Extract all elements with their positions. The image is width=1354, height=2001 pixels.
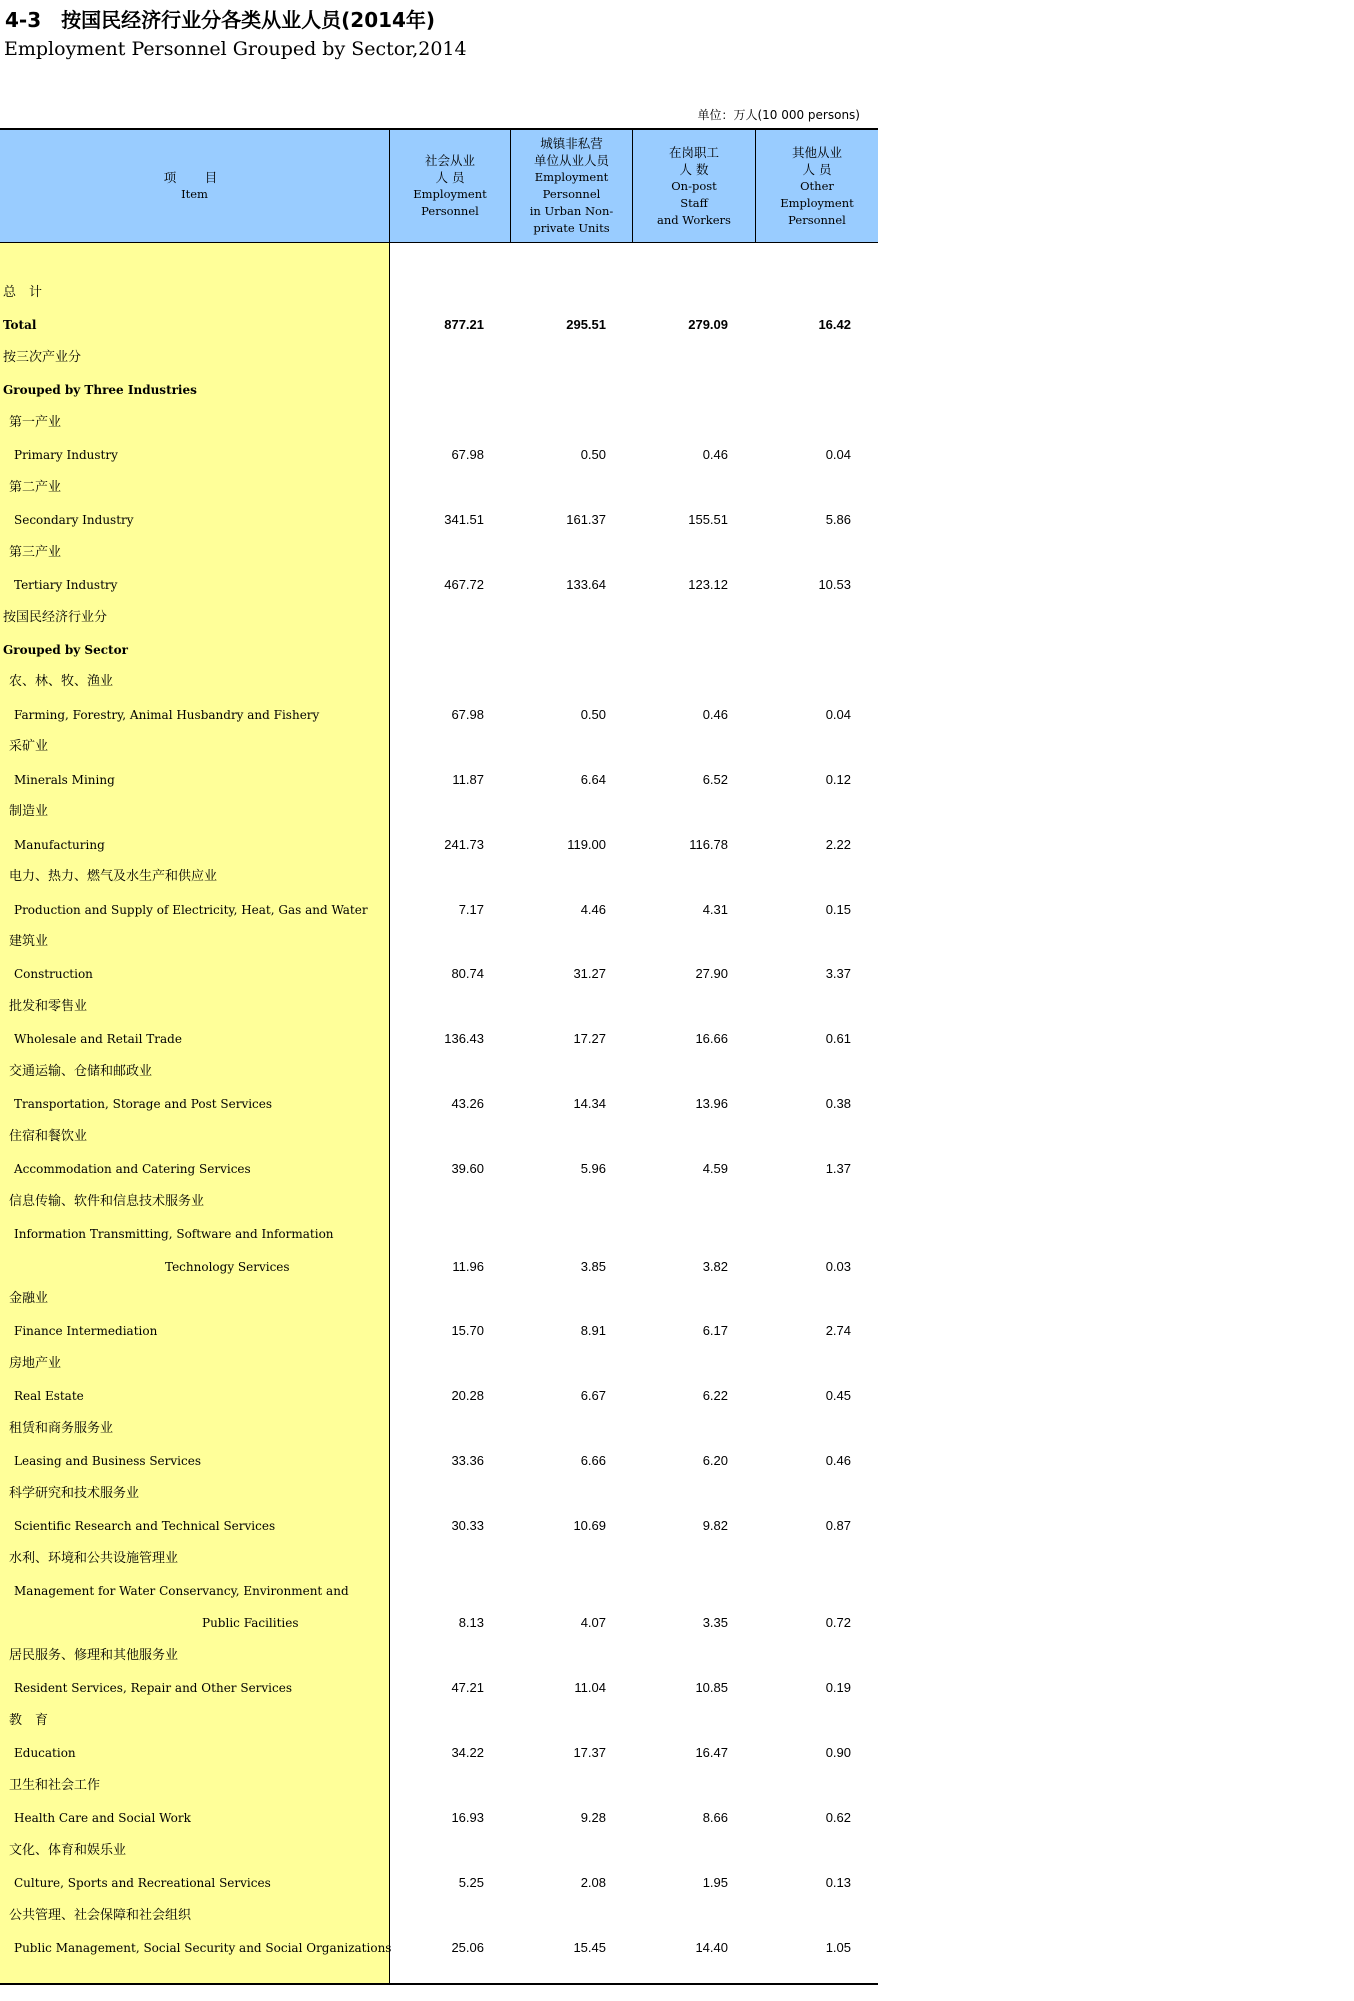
row-value: 0.50 xyxy=(580,447,606,463)
row-value: 3.85 xyxy=(580,1258,606,1274)
table-row xyxy=(0,1283,878,1315)
table-row xyxy=(0,1413,878,1445)
row-value: 0.72 xyxy=(825,1615,851,1631)
row-value: 31.27 xyxy=(573,966,606,982)
row-value: 155.51 xyxy=(688,512,728,528)
row-value: 0.90 xyxy=(825,1745,851,1761)
row-label: Technology Services xyxy=(165,1259,290,1274)
row-value: 0.19 xyxy=(825,1680,851,1696)
row-value: 8.91 xyxy=(580,1323,606,1339)
row-label: Education xyxy=(14,1746,76,1761)
row-value: 8.13 xyxy=(458,1615,484,1631)
table-row xyxy=(0,504,878,536)
row-label: 第三产业 xyxy=(9,544,62,560)
table-row xyxy=(0,861,878,893)
row-value: 10.69 xyxy=(573,1518,606,1534)
row-value: 39.60 xyxy=(451,1161,484,1177)
row-value: 0.45 xyxy=(825,1388,851,1404)
row-value: 16.66 xyxy=(695,1031,728,1047)
row-value: 25.06 xyxy=(451,1939,484,1955)
row-value: 15.45 xyxy=(573,1939,606,1955)
row-label: 住宿和餐饮业 xyxy=(9,1128,88,1144)
row-label: Health Care and Social Work xyxy=(14,1811,191,1826)
row-label: Grouped by Sector xyxy=(3,642,128,657)
header-line: Other xyxy=(800,178,834,193)
row-value: 0.62 xyxy=(825,1810,851,1826)
header-line: 社会从业 xyxy=(424,153,475,168)
row-label: 按三次产业分 xyxy=(3,349,82,365)
table-row xyxy=(0,731,878,763)
header-item xyxy=(0,130,389,242)
table-row xyxy=(0,1153,878,1185)
row-label: 教 育 xyxy=(9,1712,49,1728)
table-title-en: Employment Personnel Grouped by Sector,2014 xyxy=(4,38,467,60)
row-label: 租赁和商务服务业 xyxy=(9,1420,114,1436)
row-value: 0.46 xyxy=(825,1453,851,1469)
row-value: 4.07 xyxy=(580,1615,606,1631)
row-label: Wholesale and Retail Trade xyxy=(14,1032,182,1047)
row-label: Grouped by Three Industries xyxy=(3,383,197,398)
table-row xyxy=(0,1380,878,1412)
table-row xyxy=(0,1478,878,1510)
row-value: 133.64 xyxy=(566,577,606,593)
table-row xyxy=(0,1607,878,1639)
row-value: 0.38 xyxy=(825,1096,851,1112)
table-row xyxy=(0,1575,878,1607)
header-item-cn: 项 目 xyxy=(163,170,226,185)
bottom-rule xyxy=(0,1983,878,1985)
table-row xyxy=(0,407,878,439)
row-value: 80.74 xyxy=(451,966,484,982)
table-row xyxy=(0,699,878,731)
row-value: 34.22 xyxy=(451,1745,484,1761)
table-row xyxy=(0,342,878,374)
table-row xyxy=(0,1315,878,1347)
row-label: Farming, Forestry, Animal Husbandry and Fishery xyxy=(14,707,320,722)
row-label: 批发和零售业 xyxy=(9,998,88,1014)
row-label: 第二产业 xyxy=(9,479,62,495)
table-row xyxy=(0,1218,878,1250)
row-value: 0.50 xyxy=(580,706,606,722)
table-row xyxy=(0,1672,878,1704)
header-line: 人 员 xyxy=(435,170,465,185)
row-value: 4.46 xyxy=(580,901,606,917)
header-line: 其他从业 xyxy=(791,144,842,160)
table-row xyxy=(0,666,878,698)
row-value: 8.66 xyxy=(702,1810,728,1826)
table-row xyxy=(0,764,878,796)
row-value: 241.73 xyxy=(444,836,484,852)
table-row xyxy=(0,894,878,926)
row-value: 43.26 xyxy=(451,1096,484,1112)
row-value: 0.46 xyxy=(702,706,728,722)
header-line: Personnel xyxy=(542,187,601,201)
row-label: 信息传输、软件和信息技术服务业 xyxy=(9,1193,205,1209)
row-value: 0.04 xyxy=(825,447,851,463)
header-urban-non-private xyxy=(511,130,632,242)
table-row xyxy=(0,1121,878,1153)
row-label: 水利、环境和公共设施管理业 xyxy=(9,1550,179,1566)
row-value: 3.37 xyxy=(825,966,851,982)
row-label: Resident Services, Repair and Other Services xyxy=(14,1681,293,1696)
table-row xyxy=(0,472,878,504)
row-value: 1.05 xyxy=(825,1939,851,1955)
row-value: 33.36 xyxy=(451,1453,484,1469)
row-label: Production and Supply of Electricity, Heat, Gas and Water xyxy=(14,902,368,917)
row-label: Minerals Mining xyxy=(14,772,115,787)
table-row xyxy=(0,1770,878,1802)
row-value: 11.87 xyxy=(452,771,484,787)
row-label: 房地产业 xyxy=(9,1355,62,1371)
table-row xyxy=(0,569,878,601)
header-line: Staff xyxy=(680,195,708,210)
row-label: 电力、热力、燃气及水生产和供应业 xyxy=(9,869,218,885)
header-line: 人 员 xyxy=(802,161,832,177)
row-label: 第一产业 xyxy=(9,414,62,430)
table-row xyxy=(0,1088,878,1120)
row-value: 295.51 xyxy=(566,317,606,333)
header-line: Personnel xyxy=(421,204,479,218)
row-label: 卫生和社会工作 xyxy=(9,1777,101,1793)
row-value: 0.61 xyxy=(825,1031,851,1047)
row-label: 科学研究和技术服务业 xyxy=(9,1485,140,1501)
row-value: 4.59 xyxy=(702,1161,728,1177)
row-value: 0.15 xyxy=(825,901,851,917)
row-label: 居民服务、修理和其他服务业 xyxy=(9,1647,179,1663)
row-value: 47.21 xyxy=(451,1680,484,1696)
row-value: 9.82 xyxy=(702,1518,728,1534)
row-value: 279.09 xyxy=(688,317,728,333)
row-value: 14.40 xyxy=(695,1939,728,1955)
table-row xyxy=(0,796,878,828)
unit-note: 单位：万人(10 000 persons) xyxy=(697,108,860,122)
table-row xyxy=(0,1251,878,1283)
row-value: 116.78 xyxy=(689,836,728,852)
header-line: 在岗职工 xyxy=(668,144,719,160)
row-label: Public Management, Social Security and Social Organizations xyxy=(14,1940,392,1955)
table-row xyxy=(0,991,878,1023)
header-other-employment xyxy=(756,130,878,242)
table-row xyxy=(0,1737,878,1769)
table-row xyxy=(0,926,878,958)
table-row xyxy=(0,1640,878,1672)
table-row xyxy=(0,1900,878,1932)
header-item-en: Item xyxy=(181,187,208,201)
row-value: 0.03 xyxy=(825,1258,851,1274)
row-label: Information Transmitting, Software and Information xyxy=(14,1227,334,1242)
header-line: Employment xyxy=(534,170,609,184)
table-row xyxy=(0,374,878,406)
row-label: Leasing and Business Services xyxy=(14,1454,201,1469)
row-value: 341.51 xyxy=(444,512,484,528)
table-row xyxy=(0,1867,878,1899)
table-row xyxy=(0,1186,878,1218)
row-value: 16.93 xyxy=(451,1810,484,1826)
table-row xyxy=(0,1023,878,1055)
row-label: 农、林、牧、渔业 xyxy=(9,674,114,690)
row-value: 10.85 xyxy=(695,1680,728,1696)
table-row xyxy=(0,1510,878,1542)
header-line: in Urban Non- xyxy=(529,204,614,218)
header-line: On-post xyxy=(671,178,717,193)
row-value: 3.82 xyxy=(702,1258,728,1274)
row-label: Finance Intermediation xyxy=(14,1324,158,1339)
header-line: private Units xyxy=(533,221,610,235)
row-label: Primary Industry xyxy=(14,448,118,463)
table-row xyxy=(0,439,878,471)
table-row xyxy=(0,634,878,666)
row-value: 6.52 xyxy=(702,771,728,787)
table-row xyxy=(0,958,878,990)
row-value: 6.67 xyxy=(580,1388,606,1404)
header-line: Employment xyxy=(413,187,487,201)
row-value: 6.64 xyxy=(580,771,606,787)
header-line: 人 数 xyxy=(679,161,709,177)
table-row xyxy=(0,829,878,861)
table-row xyxy=(0,1802,878,1834)
row-value: 0.46 xyxy=(702,447,728,463)
header-line: 城镇非私营 xyxy=(540,136,603,151)
table-row xyxy=(0,1932,878,1964)
row-value: 5.25 xyxy=(458,1875,484,1891)
row-value: 11.04 xyxy=(574,1680,606,1696)
row-value: 136.43 xyxy=(444,1031,484,1047)
row-label: Transportation, Storage and Post Services xyxy=(14,1097,273,1112)
row-label: 建筑业 xyxy=(9,934,49,949)
table-row xyxy=(0,537,878,569)
row-value: 6.17 xyxy=(702,1323,728,1339)
row-value: 2.74 xyxy=(825,1323,851,1339)
row-value: 877.21 xyxy=(444,317,484,333)
table-row xyxy=(0,1543,878,1575)
row-value: 3.35 xyxy=(702,1615,728,1631)
row-value: 13.96 xyxy=(695,1096,728,1112)
row-label: 交通运输、仓储和邮政业 xyxy=(9,1063,153,1079)
row-value: 6.20 xyxy=(702,1453,728,1469)
row-value: 161.37 xyxy=(566,512,606,528)
row-value: 0.12 xyxy=(825,771,851,787)
row-value: 16.47 xyxy=(695,1745,728,1761)
table-row xyxy=(0,1056,878,1088)
header-employment-personnel xyxy=(390,130,510,242)
table-row xyxy=(0,602,878,634)
row-label: Culture, Sports and Recreational Services xyxy=(14,1876,271,1891)
row-label: Public Facilities xyxy=(202,1616,299,1631)
row-value: 1.37 xyxy=(825,1161,851,1177)
row-value: 0.13 xyxy=(825,1875,851,1891)
row-value: 16.42 xyxy=(818,317,851,333)
row-value: 0.87 xyxy=(825,1518,851,1534)
row-value: 6.22 xyxy=(702,1388,728,1404)
header-line: Employment xyxy=(780,195,854,210)
row-value: 2.08 xyxy=(580,1875,606,1891)
row-label: Accommodation and Catering Services xyxy=(14,1162,251,1177)
row-value: 30.33 xyxy=(451,1518,484,1534)
row-value: 14.34 xyxy=(573,1096,606,1112)
row-value: 17.27 xyxy=(573,1031,606,1047)
row-label: 制造业 xyxy=(9,804,49,820)
row-value: 1.95 xyxy=(702,1875,728,1891)
row-label: Construction xyxy=(14,967,93,982)
row-label: 按国民经济行业分 xyxy=(3,609,108,625)
row-value: 27.90 xyxy=(695,966,728,982)
table-row xyxy=(0,277,878,309)
header-on-post-staff xyxy=(633,130,755,242)
row-label: Scientific Research and Technical Services xyxy=(14,1519,276,1534)
row-value: 10.53 xyxy=(818,577,851,593)
row-value: 119.00 xyxy=(567,836,606,852)
row-label: 总 计 xyxy=(3,285,43,300)
row-label: 文化、体育和娱乐业 xyxy=(9,1842,127,1858)
row-label: 采矿业 xyxy=(9,739,49,755)
header-line: Personnel xyxy=(788,212,846,227)
row-value: 15.70 xyxy=(451,1323,484,1339)
row-value: 5.96 xyxy=(580,1161,606,1177)
row-label: Manufacturing xyxy=(14,837,105,852)
row-value: 20.28 xyxy=(451,1388,484,1404)
row-value: 467.72 xyxy=(444,577,484,593)
row-value: 11.96 xyxy=(452,1258,484,1274)
row-value: 0.04 xyxy=(825,706,851,722)
row-label: Secondary Industry xyxy=(14,513,134,528)
header-line: and Workers xyxy=(657,212,731,227)
table-row xyxy=(0,1348,878,1380)
row-label: 金融业 xyxy=(9,1290,49,1306)
row-label: 公共管理、社会保障和社会组织 xyxy=(9,1907,192,1923)
row-value: 4.31 xyxy=(702,901,728,917)
row-value: 17.37 xyxy=(573,1745,606,1761)
row-label: Total xyxy=(3,318,37,333)
row-label: Real Estate xyxy=(14,1389,84,1404)
row-value: 67.98 xyxy=(451,706,484,722)
table-row xyxy=(0,309,878,341)
row-label: Tertiary Industry xyxy=(14,578,118,593)
header-line: 单位从业人员 xyxy=(533,153,609,168)
row-value: 2.22 xyxy=(825,836,851,852)
table-title-cn: 4-3 按国民经济行业分各类从业人员(2014年) xyxy=(5,8,436,32)
row-value: 123.12 xyxy=(688,577,728,593)
table-row xyxy=(0,1445,878,1477)
row-value: 9.28 xyxy=(580,1810,606,1826)
row-value: 5.86 xyxy=(825,512,851,528)
row-value: 7.17 xyxy=(458,901,484,917)
row-value: 67.98 xyxy=(451,447,484,463)
table-row xyxy=(0,1705,878,1737)
row-value: 6.66 xyxy=(580,1453,606,1469)
row-label: Management for Water Conservancy, Environment and xyxy=(14,1584,349,1598)
table-row xyxy=(0,1835,878,1867)
